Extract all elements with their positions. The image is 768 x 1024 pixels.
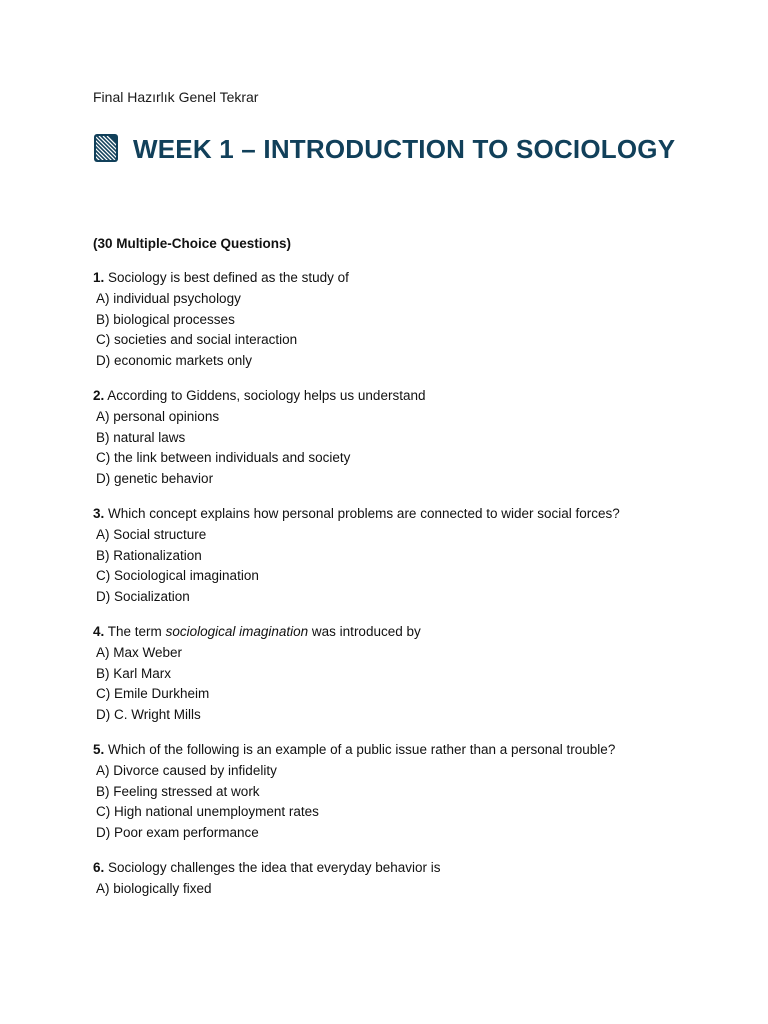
- answer-option: A) Max Weber: [96, 644, 183, 660]
- question-stem: [93, 858, 693, 879]
- question-text: Sociology challenges the idea that everyday behavior is: [108, 859, 441, 875]
- question-number: 2.: [93, 387, 105, 403]
- question-count-subtitle: (30 Multiple-Choice Questions): [93, 236, 292, 251]
- question-stem: [93, 740, 693, 761]
- answer-option: B) Karl Marx: [96, 665, 172, 681]
- answer-option: B) Feeling stressed at work: [96, 783, 260, 799]
- answer-option: B) biological processes: [96, 311, 235, 327]
- answer-option: B) natural laws: [96, 429, 186, 445]
- question-text: Sociology is best defined as the study of: [108, 270, 349, 285]
- section-title: [93, 128, 693, 170]
- question-item: [93, 504, 693, 608]
- question-number: 1.: [93, 270, 105, 285]
- question-number: 6.: [93, 859, 105, 875]
- question-number: 4.: [93, 623, 105, 639]
- running-header: Final Hazırlık Genel Tekrar: [93, 89, 259, 105]
- answer-option: A) personal opinions: [96, 408, 220, 424]
- answer-option: C) High national unemployment rates: [96, 804, 319, 820]
- answer-option: C) Sociological imagination: [96, 568, 259, 584]
- answer-option: B) Rationalization: [96, 547, 202, 563]
- question-text: was introduced by: [311, 623, 421, 639]
- answer-option: D) Poor exam performance: [96, 825, 259, 841]
- answer-option: A) individual psychology: [96, 290, 241, 306]
- answer-option: A) Divorce caused by infidelity: [96, 762, 277, 778]
- question-item: [93, 622, 693, 726]
- answer-option: D) Socialization: [96, 589, 190, 605]
- section-title-text: WEEK 1 – INTRODUCTION TO SOCIOLOGY: [133, 134, 676, 164]
- answer-option: C) the link between individuals and society: [96, 450, 351, 466]
- document-stripes-icon: [93, 133, 119, 163]
- answer-option: A) Social structure: [96, 526, 207, 542]
- question-text: The term: [107, 623, 162, 639]
- answer-option: D) genetic behavior: [96, 471, 214, 487]
- question-number: 5.: [93, 741, 105, 757]
- answer-option: C) societies and social interaction: [96, 332, 298, 348]
- question-number: 3.: [93, 505, 105, 521]
- answer-option: A) biologically fixed: [96, 880, 212, 896]
- question-text: Which of the following is an example of a public issue rather than a personal trouble?: [108, 741, 616, 757]
- question-item: [93, 386, 693, 490]
- answer-option: D) economic markets only: [96, 353, 253, 369]
- question-stem: [93, 504, 693, 525]
- question-item: [93, 740, 693, 844]
- question-list: [93, 268, 693, 914]
- answer-option: C) Emile Durkheim: [96, 686, 210, 702]
- question-stem: [93, 386, 693, 407]
- question-item: [93, 858, 693, 900]
- answer-option: D) C. Wright Mills: [96, 707, 201, 723]
- question-text: According to Giddens, sociology helps us understand: [107, 387, 426, 403]
- question-item: [93, 268, 693, 372]
- question-emphasis: sociological imagination: [165, 623, 309, 639]
- question-stem: [93, 268, 693, 289]
- question-stem: [93, 622, 693, 643]
- question-text: Which concept explains how personal problems are connected to wider social forces?: [108, 505, 620, 521]
